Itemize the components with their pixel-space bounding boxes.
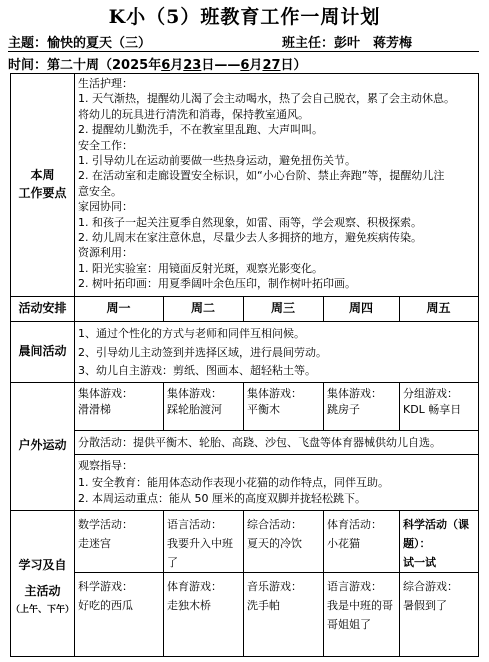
activity-type: 科学活动（课题）： bbox=[403, 518, 469, 550]
activity-name: 好吃的西瓜 bbox=[78, 599, 133, 612]
page-title: K小（5）班教育工作一周计划 bbox=[108, 6, 381, 28]
game-name: KDL 畅享日 bbox=[403, 402, 462, 416]
time-month-end: 6 bbox=[240, 58, 250, 73]
activity-name: 我要升入中班了 bbox=[167, 537, 233, 569]
plan-table bbox=[10, 73, 479, 657]
scatter-activity: 分散活动：提供平衡木、轮胎、高跷、沙包、飞盘等体育器械供幼儿自选。 bbox=[78, 436, 441, 449]
activity-name: 走独木桥 bbox=[167, 599, 211, 612]
focus-line: 1. 引导幼儿在运动前要做一些热身运动，避免扭伤关节。 bbox=[78, 154, 356, 168]
time-text: 月 bbox=[170, 58, 184, 73]
learning-label bbox=[11, 552, 74, 604]
morning-line: 3、幼儿自主游戏：剪纸、图画本、超轻粘土等。 bbox=[78, 364, 316, 377]
column-divider bbox=[243, 510, 244, 656]
focus-line: 1. 和孩子一起关注夏季自然现象，如雷、雨等，学会观察、积极探索。 bbox=[78, 215, 422, 229]
game-name: 踩轮胎渡河 bbox=[167, 402, 222, 416]
theme-value: 愉快的夏天（三） bbox=[47, 36, 152, 51]
schedule-label: 活动安排 bbox=[18, 301, 67, 315]
focus-line: 家园协同： bbox=[78, 200, 133, 214]
time-day-start: 23 bbox=[183, 58, 202, 73]
outdoor-game bbox=[327, 386, 398, 417]
game-name: 平衡木 bbox=[247, 402, 280, 416]
guidance-line: 1. 安全教育：能用体态动作表现小花猫的动作特点，同伴互助。 bbox=[78, 475, 389, 489]
activity-type: 数学活动： bbox=[78, 518, 133, 531]
divider bbox=[8, 51, 479, 52]
time-row bbox=[8, 54, 307, 73]
morning-line: 1、通过个性化的方式与老师和同伴互相问候。 bbox=[78, 327, 305, 340]
row-divider bbox=[74, 430, 478, 431]
time-label: 时间： bbox=[8, 58, 48, 73]
day-header: 周二 bbox=[190, 301, 215, 315]
learning-sublabel: （上午、下午） bbox=[11, 605, 75, 615]
focus-content bbox=[78, 76, 476, 292]
activity-name: 洗手帕 bbox=[247, 599, 280, 612]
am-activity bbox=[327, 515, 398, 553]
day-header: 周五 bbox=[426, 301, 451, 315]
game-type: 集体游戏： bbox=[78, 387, 133, 400]
focus-line: 2. 提醒幼儿勤洗手，不在教室里乱跑、大声叫叫。 bbox=[78, 123, 323, 137]
activity-type: 综合游戏： bbox=[403, 580, 458, 593]
focus-line: 生活护理： bbox=[78, 77, 133, 90]
focus-label-line: 工作要点 bbox=[18, 186, 67, 200]
learning-label-line: 主活动 bbox=[24, 584, 61, 598]
pm-activity bbox=[247, 577, 322, 615]
time-text: 日） bbox=[280, 58, 307, 73]
row-divider bbox=[11, 321, 478, 322]
am-activity bbox=[247, 515, 322, 553]
focus-line: 意安全。 bbox=[78, 184, 122, 198]
focus-line: 2. 幼儿周末在家注意休息，尽量少去人多拥挤的地方，避免疾病传染。 bbox=[78, 231, 422, 245]
game-name: 跳房子 bbox=[327, 402, 360, 416]
activity-name: 暑假到了 bbox=[403, 599, 447, 612]
column-divider bbox=[163, 382, 164, 430]
learning-label-line: 学习及自 bbox=[18, 558, 67, 572]
column-divider bbox=[323, 382, 324, 430]
game-name: 滑滑梯 bbox=[78, 402, 111, 416]
game-type: 分组游戏： bbox=[403, 387, 458, 400]
pm-activity bbox=[327, 577, 398, 634]
column-divider bbox=[74, 74, 75, 656]
outdoor-label: 户外运动 bbox=[18, 438, 67, 452]
outdoor-guidance bbox=[78, 458, 476, 508]
outdoor-game bbox=[167, 386, 242, 417]
pm-activity bbox=[403, 577, 477, 615]
day-header: 周一 bbox=[106, 301, 131, 315]
pm-activity bbox=[78, 577, 162, 615]
time-month-start: 6 bbox=[161, 58, 171, 73]
activity-name: 我是中班的哥哥姐姐了 bbox=[327, 599, 393, 631]
row-divider bbox=[74, 572, 478, 573]
activity-type: 语言游戏： bbox=[327, 580, 382, 593]
day-header: 周三 bbox=[270, 301, 295, 315]
row-divider bbox=[11, 296, 478, 297]
morning-label: 晨间活动 bbox=[18, 344, 67, 358]
focus-line: 2. 树叶拓印画：用夏季阔叶余色压印，制作树叶拓印画。 bbox=[78, 277, 356, 291]
row-divider bbox=[11, 382, 478, 383]
outdoor-game bbox=[403, 386, 477, 417]
teachers-value: 彭叶 蒋芳梅 bbox=[334, 36, 413, 51]
activity-name: 试一试 bbox=[403, 556, 436, 569]
column-divider bbox=[323, 510, 324, 656]
theme-label: 主题： bbox=[8, 36, 48, 51]
focus-line: 2. 在活动室和走廊设置安全标识，如“小心台阶、禁止奔跑”等，提醒幼儿注 bbox=[78, 169, 445, 183]
time-prefix: 第二十周（2025年 bbox=[47, 58, 162, 73]
outdoor-game bbox=[78, 386, 162, 417]
game-type: 集体游戏： bbox=[247, 387, 302, 400]
row-divider bbox=[74, 454, 478, 455]
teachers-label: 班主任： bbox=[282, 36, 335, 51]
focus-label-line: 本周 bbox=[30, 168, 55, 182]
theme-row bbox=[8, 32, 151, 51]
column-divider bbox=[399, 510, 400, 656]
column-divider bbox=[399, 382, 400, 430]
time-text: 月 bbox=[249, 58, 263, 73]
activity-type: 语言活动： bbox=[167, 518, 222, 531]
activity-name: 小花猫 bbox=[327, 537, 360, 550]
am-activity bbox=[78, 515, 162, 553]
teachers-row bbox=[282, 32, 412, 51]
am-activity bbox=[167, 515, 242, 572]
focus-line: 1. 阳光实验室：用镜面反射光斑，观察光影变化。 bbox=[78, 261, 323, 275]
activity-type: 音乐游戏： bbox=[247, 580, 302, 593]
column-divider bbox=[243, 382, 244, 430]
activity-name: 夏天的冷饮 bbox=[247, 537, 302, 550]
row-divider bbox=[11, 510, 478, 511]
game-type: 集体游戏： bbox=[327, 387, 382, 400]
guidance-line: 2. 本周运动重点：能从 50 厘米的高度双脚并拢轻松跳下。 bbox=[78, 492, 366, 505]
focus-line: 1. 天气渐热，提醒幼儿渴了会主动喝水，热了会自己脱衣，累了会主动休息。 bbox=[78, 92, 455, 106]
activity-type: 体育活动： bbox=[327, 518, 382, 531]
focus-line: 资源利用： bbox=[78, 246, 133, 260]
guidance-line: 观察指导： bbox=[78, 459, 133, 472]
time-text: 日—— bbox=[201, 58, 241, 73]
morning-content bbox=[78, 325, 476, 381]
outdoor-game bbox=[247, 386, 322, 417]
activity-name: 走迷宫 bbox=[78, 537, 111, 550]
focus-line: 将幼儿的玩具进行清洗和消毒，保持教室通风。 bbox=[78, 107, 309, 121]
activity-type: 综合活动： bbox=[247, 518, 302, 531]
focus-line: 安全工作： bbox=[78, 138, 133, 152]
time-day-end: 27 bbox=[262, 58, 281, 73]
focus-label bbox=[11, 166, 74, 202]
activity-type: 科学游戏： bbox=[78, 580, 133, 593]
column-divider bbox=[163, 510, 164, 656]
game-type: 集体游戏： bbox=[167, 387, 222, 400]
activity-type: 体育游戏： bbox=[167, 580, 222, 593]
morning-line: 2、引导幼儿主动签到并选择区域，进行晨间劳动。 bbox=[78, 345, 327, 359]
pm-activity bbox=[167, 577, 242, 615]
day-header: 周四 bbox=[348, 301, 373, 315]
am-activity bbox=[403, 515, 477, 572]
